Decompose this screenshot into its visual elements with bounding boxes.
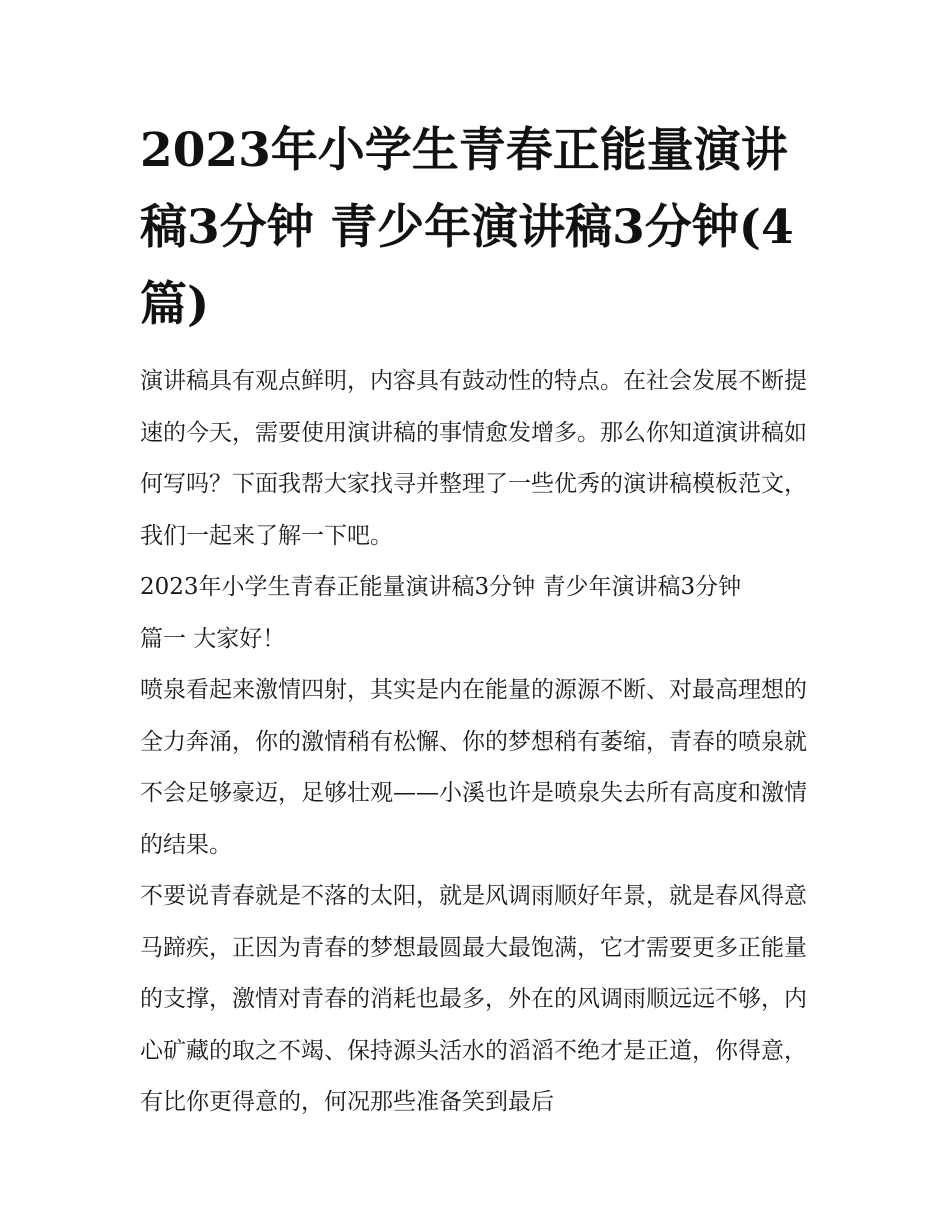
greeting-paragraph: 篇一 大家好！ <box>140 625 286 652</box>
document-body <box>140 356 820 1129</box>
document-title: 2023年小学生青春正能量演讲稿3分钟 青少年演讲稿3分钟(4篇) <box>140 123 794 332</box>
body-paragraph: 喷泉看起来激情四射，其实是内在能量的源源不断、对最高理想的全力奔涌，你的激情稍有松懈、你的梦想稍有萎缩，青春的喷泉就不会足够豪迈，足够壮观——小溪也许是喷泉失去所有高度和激情的结果。 <box>140 677 807 858</box>
intro-paragraph: 演讲稿具有观点鲜明，内容具有鼓动性的特点。在社会发展不断提速的今天，需要使用演讲稿的事情愈发增多。那么你知道演讲稿如何写吗？下面我帮大家找寻并整理了一些优秀的演讲稿模板范文，我们一起来了解一下吧。 <box>140 368 807 549</box>
body-paragraph: 不要说青春就是不落的太阳，就是风调雨顺好年景，就是春风得意马蹄疾，正因为青春的梦想最圆最大最饱满，它才需要更多正能量的支撑，激情对青春的消耗也最多，外在的风调雨顺远远不够，内心矿藏的取之不竭、保持源头活水的滔滔不绝才是正道，你得意，有比你更得意的，何况那些准备笑到最后 <box>140 883 807 1115</box>
section-heading: 2023年小学生青春正能量演讲稿3分钟 青少年演讲稿3分钟 <box>140 574 742 600</box>
